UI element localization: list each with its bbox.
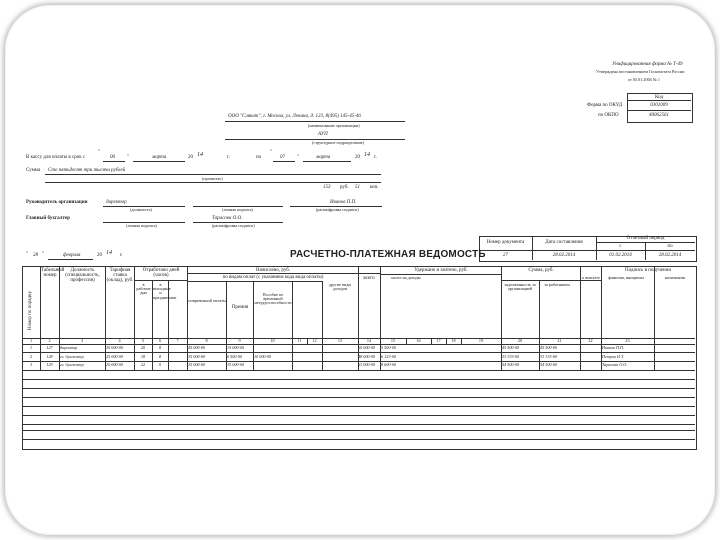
- table-cell: 5 500-00: [381, 346, 397, 350]
- table-cell: Петров И.Т.: [602, 354, 625, 359]
- column-number: 17: [436, 338, 441, 343]
- column-number: 15: [390, 338, 396, 343]
- payout-to-year: 14: [364, 152, 370, 158]
- period-header: Отчетный период: [626, 236, 665, 241]
- column-number: 6: [158, 338, 162, 343]
- payout-to-month: марта: [316, 155, 331, 160]
- payout-from-month: марта: [152, 155, 167, 160]
- sum-in-words: Сто пятьдесят три тысячи рублей: [48, 168, 126, 173]
- column-number: 23: [625, 338, 630, 343]
- table-cell: Иванов П.П.: [602, 346, 625, 350]
- table-cell: 15 000-00: [227, 346, 245, 350]
- col-to-pay: к выплате: [582, 275, 600, 280]
- grid-line: [322, 281, 323, 371]
- table-cell: 2: [29, 354, 33, 359]
- table-cell: 3: [29, 363, 33, 367]
- table-cell: 15 000-00: [227, 363, 245, 367]
- table-cell: 22: [140, 363, 146, 367]
- col-accrued-types: по видам оплат (с указанием кода вида оплаты): [222, 275, 324, 280]
- column-number: 16: [416, 338, 421, 343]
- doc-number-header: Номер документа: [486, 240, 525, 245]
- column-number: 4: [118, 338, 121, 343]
- table-cell: 8 600-00: [381, 363, 397, 367]
- table-cell: 18: [140, 354, 146, 359]
- table-cell: 33 333-00: [540, 354, 558, 359]
- period-to-value: 28.02.2014: [658, 253, 682, 258]
- table-cell: 45 000-00: [188, 346, 206, 350]
- table-cell: 0: [158, 363, 162, 367]
- statement-year: 14: [106, 250, 112, 256]
- grid-line: [22, 388, 695, 389]
- okpo-value: 40062561: [649, 113, 669, 118]
- grid-line: [22, 430, 695, 431]
- table-cell: гл. бухгалтер: [60, 363, 84, 367]
- grid-line: [654, 266, 655, 371]
- col-balance: Сумма, руб.: [528, 268, 554, 273]
- col-workdays: в рабочие дни: [136, 282, 151, 296]
- table-cell: 10 000-00: [254, 354, 272, 359]
- table-cell: 25 000-00: [106, 354, 124, 359]
- form-type-label: Унифицированная форма № Т-49: [612, 62, 683, 67]
- column-number: 18: [451, 338, 456, 343]
- table-cell: 30 000-00: [106, 346, 124, 350]
- table-cell: 63 000-00: [358, 363, 376, 367]
- doc-number-value: 27: [503, 253, 508, 258]
- col-debt-org: задолженность за организацией: [504, 282, 536, 292]
- head-signature-name: Иванов П.П.: [330, 200, 357, 205]
- grid-line: [134, 280, 187, 281]
- col-cash: наличными: [664, 275, 686, 280]
- table-cell: Тарасова О.О.: [602, 363, 628, 367]
- table-cell: гл. бухгалтер: [60, 354, 84, 359]
- organization-name: ООО "Слякат", г. Москва, ул. Ленина, д. 123, 8(495) 145-45-46: [228, 114, 361, 119]
- table-cell: 128: [46, 354, 53, 359]
- col-tab-number: Табельный номер: [41, 268, 65, 278]
- column-number: 22: [588, 338, 593, 343]
- statement-day: 28: [33, 253, 38, 258]
- doc-date-value: 28.02.2014: [552, 253, 576, 258]
- grid-line: [22, 406, 695, 407]
- col-weekends: в выходные и праздничные: [153, 282, 177, 300]
- table-cell: 54 500-00: [540, 363, 558, 367]
- col-signature-name: фамилия, инициалы: [608, 275, 644, 280]
- column-number: 20: [517, 338, 523, 343]
- column-number: 21: [557, 338, 562, 343]
- payout-period-label: В кассу для оплаты в срок с: [26, 155, 86, 160]
- col-row-number: Номер по порядку: [28, 291, 33, 330]
- column-number: 11: [297, 338, 302, 343]
- column-number: 12: [312, 338, 317, 343]
- sum-caption: (прописью): [202, 176, 223, 181]
- grid-line: [580, 266, 581, 371]
- column-number: 3: [80, 338, 84, 343]
- head-position: директор: [106, 200, 127, 205]
- column-number: 7: [176, 338, 179, 343]
- table-cell: 127: [46, 346, 53, 350]
- table-cell: 33 333-00: [502, 354, 520, 359]
- column-number: 10: [270, 338, 275, 343]
- column-number: 9: [238, 338, 241, 343]
- accountant-label: Главный бухгалтер: [26, 216, 70, 221]
- column-number: 5: [141, 338, 145, 343]
- grid-line: [168, 280, 169, 371]
- form-date-label: от 05.01.2004 № 1: [628, 77, 660, 82]
- document-title: РАСЧЕТНО-ПЛАТЕЖНАЯ ВЕДОМОСТЬ: [290, 249, 486, 260]
- col-accrued: Начислено, руб.: [255, 268, 291, 273]
- col-withheld: Удержано и зачтено, руб.: [414, 268, 468, 273]
- table-cell: директор: [60, 346, 78, 350]
- sum-label: Сумма: [26, 168, 41, 173]
- table-cell: 54 500-00: [502, 363, 520, 367]
- grid-line: [292, 281, 293, 371]
- period-from-value: 01.02.2014: [609, 253, 632, 258]
- column-number: 2: [48, 338, 51, 343]
- col-other: другие виды доходов: [328, 282, 352, 292]
- table-cell: 8: [158, 354, 162, 359]
- head-label: Руководитель организации: [26, 200, 88, 205]
- organization-caption: (наименование организации): [308, 123, 360, 128]
- sum-kop: 51: [355, 185, 360, 190]
- table-cell: 8: [158, 346, 162, 350]
- table-cell: 129: [46, 363, 53, 367]
- column-number: 13: [337, 338, 343, 343]
- doc-date-header: Дата составления: [545, 240, 583, 245]
- payout-to-day: 07: [280, 155, 285, 160]
- table-cell: 6 123-00: [381, 354, 397, 359]
- code-header: Код: [655, 95, 663, 100]
- grid-line: [22, 415, 695, 416]
- column-number: 8: [205, 338, 208, 343]
- accountant-signature-name: Тарасова О.О.: [212, 216, 243, 221]
- col-debt-emp: за работником: [544, 282, 570, 287]
- col-rate: Тарифная ставка (оклад), руб.: [106, 268, 134, 283]
- payout-from-year: 14: [197, 152, 203, 158]
- col-ndfl: налог на доходы: [391, 275, 421, 280]
- col-position: Должность (специальность, профессия): [65, 268, 100, 283]
- grid-line: [22, 397, 695, 398]
- sum-rub: 153: [323, 185, 331, 190]
- col-premium: Премия: [231, 305, 249, 310]
- table-cell: 1: [29, 346, 33, 350]
- grid-line: [187, 273, 380, 274]
- col-signature: Подпись в получении: [624, 268, 672, 273]
- okud-value: 0301009: [650, 103, 668, 108]
- column-number: 1: [29, 338, 33, 343]
- col-sick: Пособие по временной нетрудоспособности: [254, 292, 292, 306]
- form-approval-label: Утверждена постановлением Госкомстата России: [596, 69, 685, 74]
- table-cell: 60 000-00: [358, 346, 376, 350]
- col-total: всего: [363, 276, 375, 281]
- department-name: АУП: [318, 132, 328, 137]
- table-cell: 48 000-00: [358, 354, 376, 359]
- column-number: 14: [366, 338, 372, 343]
- table-cell: 35 000-00: [188, 363, 206, 367]
- grid-line: [22, 424, 695, 425]
- table-cell: 45 500-00: [540, 346, 558, 350]
- col-salary: повременной оплаты: [188, 298, 226, 303]
- grid-line: [22, 439, 695, 440]
- table-cell: 20 000-00: [106, 363, 124, 367]
- column-number: 19: [478, 338, 484, 343]
- payout-from-day: 06: [110, 155, 115, 160]
- table-cell: 45 500-00: [502, 346, 520, 350]
- grid-line: [187, 281, 323, 282]
- grid-line: [22, 379, 695, 380]
- table-cell: 20: [140, 346, 146, 350]
- col-worked: Отработано дней (часов): [142, 268, 180, 278]
- department-caption: (структурное подразделение): [312, 140, 365, 145]
- table-cell: 6 500-00: [227, 354, 243, 359]
- statement-month: февраля: [63, 253, 81, 258]
- okud-label: Форма по ОКУД: [587, 103, 623, 108]
- table-cell: 35 000-00: [188, 354, 206, 359]
- okpo-label: по ОКПО: [598, 113, 619, 118]
